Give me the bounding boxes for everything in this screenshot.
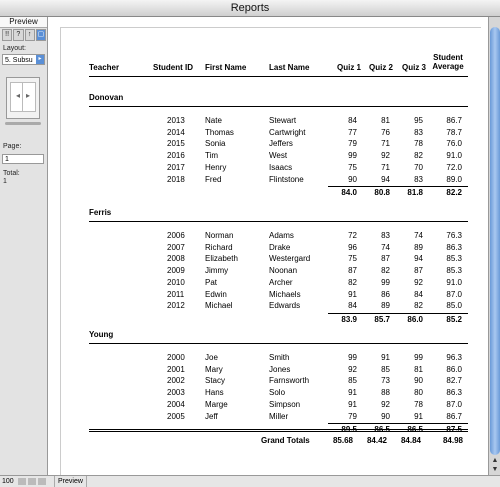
zoom-in-icon[interactable]	[28, 478, 36, 485]
grand-total-quiz2: 84.42	[366, 436, 387, 445]
student-id: 2001	[167, 364, 185, 374]
last-name: West	[269, 151, 288, 161]
quiz1-score: 84	[348, 116, 357, 125]
scroll-thumb[interactable]	[490, 27, 500, 455]
quiz2-score: 86	[381, 289, 390, 299]
first-name: Nate	[205, 116, 222, 125]
quiz3-score: 70	[414, 162, 423, 172]
column-header-first-name: First Name	[205, 63, 247, 72]
first-name: Hans	[205, 388, 224, 398]
quiz2-score: 91	[381, 353, 390, 362]
first-name: Edwin	[205, 289, 227, 299]
quiz1-score: 91	[348, 399, 357, 409]
quiz1-score: 99	[348, 353, 357, 362]
tool-find-icon[interactable]: ?	[13, 29, 23, 41]
column-header-last-name: Last Name	[269, 63, 310, 72]
column-header-teacher: Teacher	[89, 63, 120, 72]
quiz2-score: 71	[381, 139, 390, 149]
quiz3-score: 83	[414, 127, 423, 137]
first-name: Michael	[205, 301, 233, 311]
zoom-out-icon[interactable]	[18, 478, 26, 485]
student-average: 72.0	[446, 162, 462, 172]
student-average: 87.0	[446, 399, 462, 409]
last-name: Solo	[269, 388, 286, 398]
subtotal-rule	[328, 313, 468, 314]
first-name: Sonia	[205, 139, 226, 149]
last-name: Miller	[269, 411, 289, 421]
subtotal-quiz2: 80.8	[374, 188, 390, 198]
subtotal-average: 85.2	[446, 314, 462, 324]
page-flip-book-icon[interactable]	[6, 77, 40, 119]
student-id: 2005	[167, 411, 185, 421]
student-id: 2009	[167, 266, 185, 276]
last-name: Farnsworth	[269, 376, 310, 386]
report-page	[60, 27, 481, 476]
last-name: Drake	[269, 242, 291, 252]
first-name: Thomas	[205, 127, 234, 137]
last-name: Michaels	[269, 289, 301, 299]
grand-total-rule-1	[89, 429, 468, 430]
student-average: 78.7	[446, 127, 462, 137]
quiz3-score: 89	[414, 242, 423, 252]
status-area-toggle-icon[interactable]	[38, 478, 46, 485]
column-header-quiz2: Quiz 2	[368, 63, 393, 72]
first-name: Jimmy	[205, 266, 229, 276]
student-average: 96.3	[446, 353, 462, 362]
first-name: Mary	[205, 364, 223, 374]
quiz1-score: 84	[348, 301, 357, 311]
first-name: Jeff	[205, 411, 218, 421]
first-name: Fred	[205, 174, 222, 184]
first-name: Marge	[205, 399, 228, 409]
student-average: 86.3	[446, 242, 462, 252]
last-name: Jones	[269, 364, 291, 374]
quiz1-score: 79	[348, 139, 357, 149]
student-average: 82.7	[446, 376, 462, 386]
teacher-name: Young	[89, 330, 114, 339]
student-id: 2000	[167, 353, 185, 362]
tool-row	[2, 29, 46, 41]
student-id: 2015	[167, 139, 185, 149]
student-id: 2008	[167, 254, 185, 264]
quiz1-score: 82	[348, 277, 357, 287]
grand-totals-label: Grand Totals	[261, 436, 310, 445]
subtotal-rule	[328, 186, 468, 187]
quiz3-score: 81	[414, 364, 423, 374]
teacher-name: Donovan	[89, 93, 124, 102]
subtotal-quiz1: 83.9	[341, 314, 357, 324]
student-id: 2002	[167, 376, 185, 386]
quiz2-score: 76	[381, 127, 390, 137]
group-rule	[89, 106, 468, 107]
quiz1-score: 99	[348, 151, 357, 161]
status-sidebar	[0, 17, 48, 475]
quiz1-score: 75	[348, 254, 357, 264]
quiz1-score: 90	[348, 174, 357, 184]
last-name: Adams	[269, 231, 294, 240]
student-id: 2013	[167, 116, 185, 125]
subtotal-rule	[328, 423, 468, 424]
last-name: Jeffers	[269, 139, 293, 149]
quiz2-score: 94	[381, 174, 390, 184]
tool-layout-icon[interactable]: ↑	[25, 29, 35, 41]
quiz1-score: 85	[348, 376, 357, 386]
quiz3-score: 80	[414, 388, 423, 398]
page-slider[interactable]	[5, 122, 41, 125]
student-average: 76.0	[446, 139, 462, 149]
subtotal-quiz1: 84.0	[341, 188, 357, 198]
quiz2-score: 85	[381, 364, 390, 374]
student-average: 86.7	[446, 411, 462, 421]
quiz1-score: 87	[348, 266, 357, 276]
student-average: 89.0	[446, 174, 462, 184]
student-average: 91.0	[446, 151, 462, 161]
scroll-up-icon[interactable]: ▲	[491, 457, 499, 464]
first-name: Joe	[205, 353, 218, 362]
quiz1-score: 91	[348, 289, 357, 299]
quiz3-score: 99	[414, 353, 423, 362]
grand-total-average: 84.98	[442, 436, 463, 445]
last-name: Simpson	[269, 399, 301, 409]
quiz2-score: 92	[381, 151, 390, 161]
grand-total-rule-2	[89, 431, 468, 432]
arrow-right-icon: ▸	[25, 91, 30, 100]
tool-preview-icon[interactable]: ▢	[36, 29, 46, 41]
student-average: 91.0	[446, 277, 462, 287]
page-number-input[interactable]: 1	[2, 154, 44, 164]
column-header-quiz3: Quiz 3	[401, 63, 426, 72]
student-average: 85.0	[446, 301, 462, 311]
student-id: 2011	[167, 289, 185, 299]
vertical-scrollbar[interactable]	[488, 17, 500, 475]
subtotal-average: 82.2	[446, 188, 462, 198]
student-id: 2016	[167, 151, 185, 161]
first-name: Elizabeth	[205, 254, 238, 264]
student-id: 2006	[167, 231, 185, 240]
quiz3-score: 90	[414, 376, 423, 386]
student-average: 85.3	[446, 266, 462, 276]
layout-select-value: 5. Subsu	[5, 57, 33, 64]
quiz2-score: 83	[381, 231, 390, 240]
total-label: Total:	[3, 170, 20, 177]
chevron-down-icon: ▸	[36, 55, 44, 64]
subtotal-quiz3: 86.0	[407, 314, 423, 324]
quiz2-score: 74	[381, 242, 390, 252]
arrow-left-icon: ◂	[16, 91, 21, 100]
quiz3-score: 84	[414, 289, 423, 299]
student-average: 86.7	[446, 116, 462, 125]
scroll-down-icon[interactable]: ▼	[491, 466, 499, 473]
student-id: 2018	[167, 174, 185, 184]
quiz3-score: 95	[414, 116, 423, 125]
window-titlebar	[0, 0, 500, 17]
group-rule	[89, 221, 468, 222]
quiz3-score: 78	[414, 399, 423, 409]
student-id: 2010	[167, 277, 185, 287]
header-rule	[89, 76, 468, 77]
quiz1-score: 75	[348, 162, 357, 172]
student-id: 2004	[167, 399, 185, 409]
first-name: Pat	[205, 277, 218, 287]
quiz2-score: 88	[381, 388, 390, 398]
page-label: Page:	[3, 143, 22, 150]
student-id: 2007	[167, 242, 185, 252]
last-name: Smith	[269, 353, 290, 362]
first-name: Henry	[205, 162, 227, 172]
last-name: Flintstone	[269, 174, 304, 184]
quiz3-score: 92	[414, 277, 423, 287]
last-name: Archer	[269, 277, 293, 287]
layout-label: Layout:	[3, 45, 26, 52]
mode-tab[interactable]: Preview	[0, 17, 47, 28]
quiz1-score: 72	[348, 231, 357, 240]
quiz3-score: 82	[414, 151, 423, 161]
grand-total-quiz3: 84.84	[400, 436, 421, 445]
quiz2-score: 71	[381, 162, 390, 172]
quiz3-score: 78	[414, 139, 423, 149]
student-id: 2014	[167, 127, 185, 137]
quiz2-score: 81	[381, 116, 390, 125]
last-name: Isaacs	[269, 162, 293, 172]
first-name: Richard	[205, 242, 233, 252]
quiz3-score: 83	[414, 174, 423, 184]
quiz3-score: 87	[414, 266, 423, 276]
student-id: 2012	[167, 301, 185, 311]
student-average: 76.3	[446, 231, 462, 240]
student-average: 85.3	[446, 254, 462, 264]
quiz2-score: 99	[381, 277, 390, 287]
status-bar	[0, 475, 500, 487]
student-average: 86.3	[446, 388, 462, 398]
quiz1-score: 79	[348, 411, 357, 421]
layout-select[interactable]	[2, 54, 45, 65]
quiz2-score: 73	[381, 376, 390, 386]
subtotal-quiz3: 81.8	[407, 188, 423, 198]
quiz2-score: 92	[381, 399, 390, 409]
report-preview-area	[48, 17, 488, 475]
teacher-name: Ferris	[89, 208, 112, 217]
quiz2-score: 82	[381, 266, 390, 276]
subtotal-quiz2: 85.7	[374, 314, 390, 324]
quiz3-score: 91	[414, 411, 423, 421]
mode-indicator: Preview	[54, 476, 87, 487]
student-id: 2003	[167, 388, 185, 398]
grand-total-quiz1: 85.68	[332, 436, 353, 445]
quiz3-score: 94	[414, 254, 423, 264]
quiz1-score: 92	[348, 364, 357, 374]
column-header-quiz1: Quiz 1	[336, 63, 361, 72]
first-name: Norman	[205, 231, 234, 240]
column-header-student-average: Student Average	[432, 53, 464, 71]
total-value: 1	[3, 178, 7, 185]
quiz2-score: 89	[381, 301, 390, 311]
quiz1-score: 91	[348, 388, 357, 398]
student-average: 87.0	[446, 289, 462, 299]
last-name: Westergard	[269, 254, 311, 264]
first-name: Stacy	[205, 376, 226, 386]
zoom-level: 100	[2, 478, 14, 485]
quiz3-score: 74	[414, 231, 423, 240]
last-name: Edwards	[269, 301, 301, 311]
column-header-student-id: Student ID	[153, 63, 193, 72]
quiz1-score: 96	[348, 242, 357, 252]
last-name: Cartwright	[269, 127, 306, 137]
window-title: Reports	[230, 2, 270, 14]
student-average: 86.0	[446, 364, 462, 374]
tool-browse-icon[interactable]: !!	[2, 29, 12, 41]
quiz2-score: 90	[381, 411, 390, 421]
last-name: Stewart	[269, 116, 297, 125]
quiz1-score: 77	[348, 127, 357, 137]
last-name: Noonan	[269, 266, 298, 276]
student-id: 2017	[167, 162, 185, 172]
group-rule	[89, 343, 468, 344]
quiz3-score: 82	[414, 301, 423, 311]
quiz2-score: 87	[381, 254, 390, 264]
first-name: Tim	[205, 151, 219, 161]
